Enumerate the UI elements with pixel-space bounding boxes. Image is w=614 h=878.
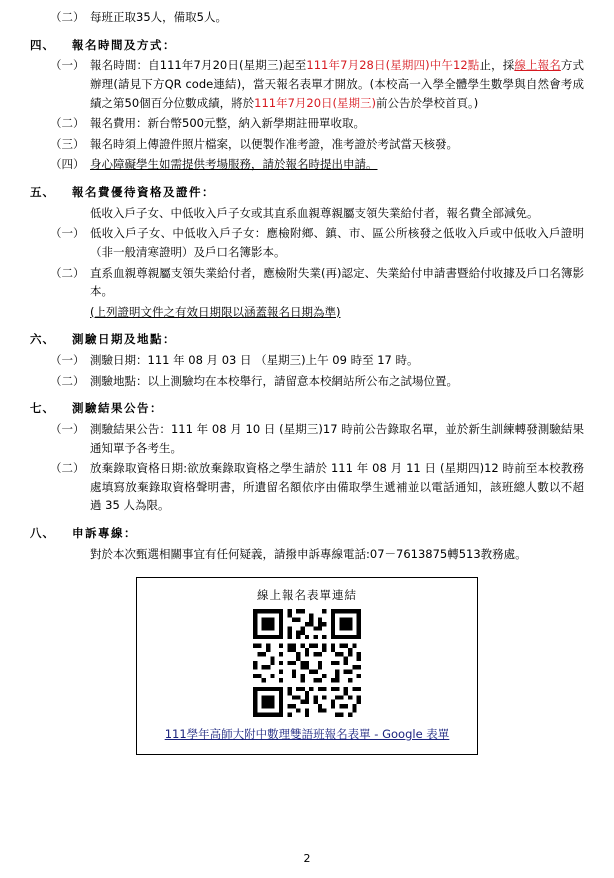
list-item-marker: （三） <box>50 136 85 151</box>
list-item-text <box>90 114 584 133</box>
list-item-text <box>90 264 584 301</box>
qr-form-link[interactable]: 111學年高師大附中數理雙語班報名表單 - Google 表單 <box>164 726 450 741</box>
text-run: 身心障礙學生如需提供考場服務，請於報名時提出申請。 <box>90 157 378 172</box>
section-marker: 七、 <box>30 401 55 416</box>
section-title: 測驗結果公告： <box>72 401 163 416</box>
section-title: 申訴專線： <box>72 526 137 540</box>
text-run: 報名時間：自111年7月20日(星期三)起至 <box>90 58 307 73</box>
list-item <box>30 114 584 133</box>
section-title: 報名時間及方式： <box>72 37 176 52</box>
list-item-marker: （一） <box>50 58 85 73</box>
list-item-marker: （一） <box>50 353 85 367</box>
section-title: 報名費優待資格及證件： <box>72 185 215 199</box>
list-item <box>30 372 584 391</box>
list-item-text <box>90 224 584 261</box>
list-item-marker: （四） <box>50 157 85 172</box>
list-item <box>30 56 584 112</box>
list-item-text <box>90 56 584 112</box>
section-marker: 六、 <box>30 332 55 347</box>
list-item <box>30 420 584 457</box>
list-item-text <box>90 351 584 370</box>
qr-box-title: 線上報名表單連結 <box>257 588 357 603</box>
section-heading-6 <box>30 330 584 349</box>
list-item-marker: （二） <box>50 116 85 131</box>
list-item-text <box>90 155 584 174</box>
list-item <box>30 351 584 370</box>
list-item-marker: （二） <box>50 265 85 280</box>
section-heading-8 <box>30 524 584 543</box>
section-footnote-text: (上列證明文件之有效日期限以涵蓋報名日期為準) <box>90 304 341 319</box>
text-run: 直系血親尊親屬支領失業給付者，應檢附失業(再)認定、失業給付申請書暨給付收據及戶口名簿影本。 <box>90 265 584 299</box>
section-title: 測驗日期及地點： <box>72 332 176 347</box>
list-item <box>30 459 584 515</box>
section-heading-4 <box>30 36 584 55</box>
text-run: 放棄錄取資格日期:欲放棄錄取資格之學生請於 111 年 08 月 11 日 (星期四)12 時前至本校教務處填寫放棄錄取資格聲明書，所遺留名額依序由備取學生遞補並以電話通知，該班總人數以不超過 35 人為限。 <box>90 461 584 513</box>
list-item-marker: （一） <box>50 226 85 241</box>
section-marker: 四、 <box>30 37 55 52</box>
list-item-marker: （二） <box>50 10 85 24</box>
text-run: 低收入戶子女、中低收入戶子女：應檢附鄉、鎮、市、區公所核發之低收入戶或中低收入戶證明（非一般清寒證明）及戶口名簿影本。 <box>90 226 584 259</box>
list-item <box>30 8 584 27</box>
list-item-text <box>90 459 584 515</box>
list-item-text <box>90 135 584 154</box>
list-item <box>30 155 584 174</box>
list-item-marker: （一） <box>50 421 85 436</box>
list-item <box>30 264 584 301</box>
list-item <box>30 224 584 261</box>
section-footnote <box>30 303 584 322</box>
text-run: 前公告於學校首頁。) <box>376 95 479 110</box>
qr-link-box <box>136 577 478 754</box>
section-marker: 八、 <box>30 526 55 540</box>
section-heading-5 <box>30 183 584 202</box>
section-lead-text: 低收入戶子女、中低收入戶子女或其直系血親尊親屬支領失業給付者，報名費全部減免。 <box>90 205 539 220</box>
section-heading-7 <box>30 399 584 418</box>
list-item-text: 每班正取35人，備取5人。 <box>90 10 227 24</box>
text-run: 報名費用：新台幣500元整，納入新學期註冊單收取。 <box>90 116 365 131</box>
list-item-marker: （二） <box>50 461 85 476</box>
text-run: 報名時須上傳證件照片檔案，以便製作准考證，准考證於考試當天核發。 <box>90 136 458 151</box>
text-run: 測驗地點：以上測驗均在本校舉行，請留意本校網站所公布之試場位置。 <box>90 373 458 388</box>
text-run: 測驗日期：111 年 08 月 03 日 （星期三)上午 09 時至 17 時。 <box>90 353 419 367</box>
list-item-text <box>90 372 584 391</box>
text-run: 方式辦理(請見下方QR code連結)，當天報名表單才開放。(本校高一入學全體學生數學與自然會考成績之第50個百分位數成績，將於 <box>90 58 585 110</box>
list-item-text <box>90 420 584 457</box>
section-marker: 五、 <box>30 185 55 199</box>
text-run: 111年7月28日(星期四)中午12點 <box>306 58 480 73</box>
qr-code-icon[interactable] <box>253 609 361 717</box>
text-run: 測驗結果公告：111 年 08 月 10 日 (星期三)17 時前公告錄取名單，並於新生訓練轉發測驗結果通知單予各考生。 <box>90 421 584 455</box>
section-lead-text: 對於本次甄選相關事宜有任何疑義，請撥申訴專線電話:07－7613875轉513教務處。 <box>90 546 527 561</box>
text-run: 111年7月20日(星期三) <box>254 95 377 110</box>
page-number: 2 <box>303 852 311 866</box>
text-run: 止，採 <box>479 58 515 73</box>
list-item-marker: （二） <box>50 373 85 388</box>
text-run: 線上報名 <box>514 58 561 73</box>
list-item <box>30 135 584 154</box>
